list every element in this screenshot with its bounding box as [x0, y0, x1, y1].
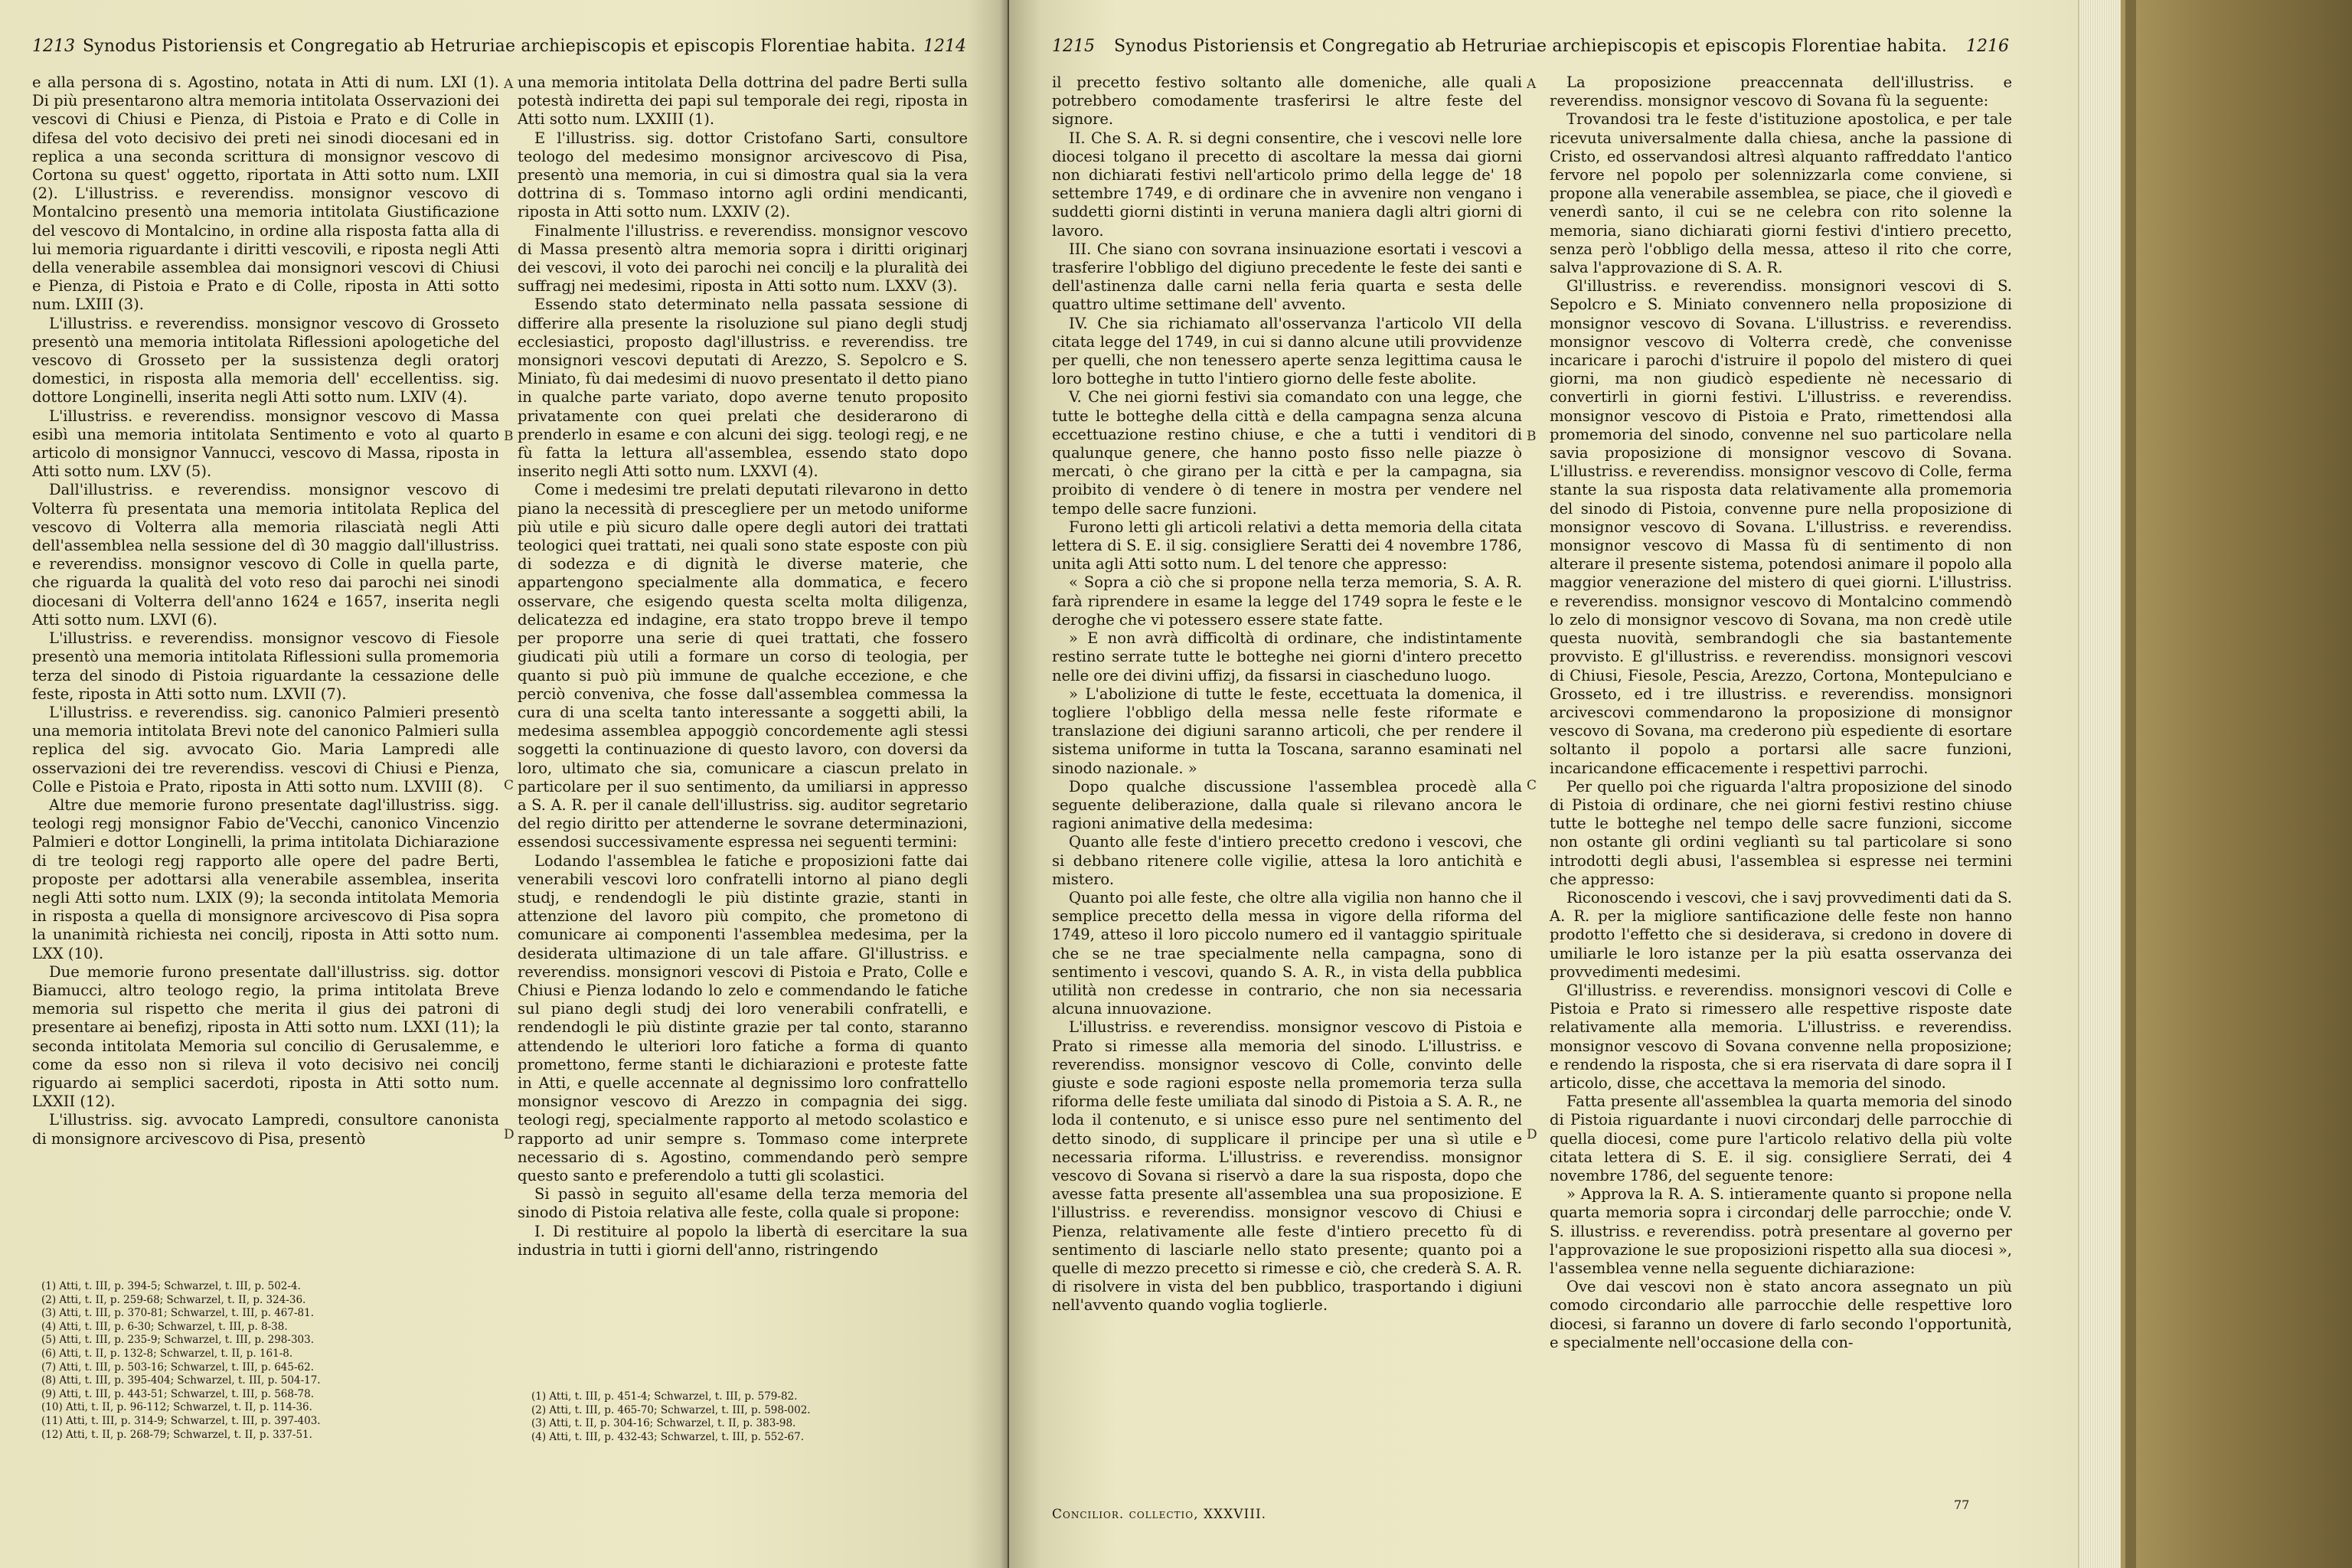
paragraph: Lodando l'assemblea le fatiche e proposizioni fatte dai venerabili vescovi loro confratelli intorno al piano degli studj, e rendendogli le più distinte grazie, stanti in attenzione del lavoro più compito, che prometono di comunicare ai componenti l'assemblea medesima, per la desiderata ultimazione di un tale affare. Gl'illustriss. e reverendiss. monsignori vescovi di Pistoia e Prato, Colle e Chiusi e Pienza lodando lo zelo e commendando le fatiche sul piano degli studj dei loro venerabili confratelli, e rendendogli le più distinte grazie per tal conto, staranno attendendo le ulteriori loro fatiche a forma di quanto promettono, ferme stanti le dichiarazioni e proteste fatte in Atti, e quelle accennate al degnissimo loro confrattello monsignor vescovo di Arezzo in compagnia dei sigg. teologi regj, specialmente rapporto al metodo scolastico e rapporto ad unir sempre s. Tommaso come interprete necessario di s. Agostino, commendando però sempre questo santo e preferendolo a tutti gli scolastici. [518, 851, 968, 1184]
footnote: (11) Atti, t. III, p. 314-9; Schwarzel, t. III, p. 397-403. [41, 1414, 321, 1427]
paragraph: Quanto alle feste d'intiero precetto credono i vescovi, che si debbano ritenere colle vigilie, attesa la loro antichità e mistero. [1052, 833, 1522, 888]
book-cover [2121, 0, 2352, 1568]
left-column-a [32, 74, 499, 1148]
paragraph: L'illustriss. e reverendiss. sig. canonico Palmieri presentò una memoria intitolata Brevi note del canonico Palmieri sulla replica del sig. avvocato Gio. Maria Lampredi alle osservazioni dei tre reverendiss. vescovi di Chiusi e Pienza, Colle e Pistoia e Prato, riposta in Atti sotto num. LXVIII (8). [32, 703, 499, 795]
paragraph: Riconoscendo i vescovi, che i savj provvedimenti dati da S. A. R. per la migliore santificazione delle feste non hanno prodotto l'effetto che si desiderava, si credono in dovere di umiliarle le loro istanze per la più esatta osservanza dei provvedimenti medesimi. [1550, 888, 2012, 981]
paragraph: Dall'illustriss. e reverendiss. monsignor vescovo di Volterra fù presentata una memoria intitolata Replica del vescovo di Volterra alla memoria rilasciatà negli Atti dell'assemblea nella sessione del dì 30 maggio dall'illustriss. e reverendiss. monsignor vescovo di Colle in quella parte, che riguarda la qualità del voto reso dai parochi nei sinodi diocesani di Volterra dell'anno 1624 e 1657, inserita negli Atti sotto num. LXVI (6). [32, 481, 499, 629]
paragraph: E l'illustriss. sig. dottor Cristofano Sarti, consultore teologo del medesimo monsignor arcivescovo di Pisa, presentò una memoria, in cui si dimostra qual sia la vera dottrina di s. Tommaso intorno agli ordini mendicanti, riposta in Atti sotto num. LXXIV (2). [518, 129, 968, 221]
left-footnotes-b [531, 1390, 960, 1444]
paragraph: Fatta presente all'assemblea la quarta memoria del sinodo di Pistoia riguardante i nuovi circondarj delle parrocchie di quella diocesi, come pure l'articolo relativo della più volte citata lettera di S. E. il sig. consigliere Serrati, dei 4 novembre 1786, del seguente tenore: [1550, 1093, 2012, 1184]
right-column-b [1550, 74, 2012, 1352]
sheet-number: 77 [1954, 1498, 1970, 1512]
footnote: (2) Atti, t. III, p. 465-70; Schwarzel, t. III, p. 598-002. [531, 1403, 811, 1416]
footnote: (2) Atti, t. II, p. 259-68; Schwarzel, t. II, p. 324-36. [41, 1293, 306, 1306]
left-footnotes-a [41, 1280, 470, 1442]
paragraph: L'illustriss. sig. avvocato Lampredi, consultore canonista di monsignore arcivescovo di Pisa, presentò [32, 1111, 499, 1148]
right-column-a [1052, 74, 1522, 1315]
paragraph: » Approva la R. A. S. intieramente quanto si propone nella quarta memoria sopra i circondarj delle parrocchie; onde V. S. illustriss. e reverendiss. potrà presentare al governo per l'approvazione le sue proposizioni rispetto alla sua diocesi », l'assemblea venne nella seguente dichiarazione: [1550, 1185, 2012, 1277]
left-running-header [32, 37, 966, 67]
paragraph: IV. Che sia richiamato all'osservanza l'articolo VII della citata legge del 1749, in cui si danno alcune utili provvidenze per quelli, che non tenessero aperte senza legittima causa le loro botteghe in tutto l'intiero giorno delle feste abolite. [1052, 314, 1522, 388]
paragraph: L'illustriss. e reverendiss. monsignor vescovo di Grosseto presentò una memoria intitolata Riflessioni apologetiche del vescovo di Grosseto per la sussistenza degli oratorj domestici, in risposta alla memoria dell' eccellentiss. sig. dottore Longinelli, inserita negli Atti sotto num. LXIV (4). [32, 314, 499, 407]
paragraph: Trovandosi tra le feste d'istituzione apostolica, e per tale ricevuta universalmente dalla chiesa, anche la passione di Cristo, ed osservandosi altresì alquanto raffreddato l'antico fervore nel popolo per solennizzarla come conviene, si propone alla venerabile assemblea, se piace, che il giovedì e venerdì santo, il cui se ne celebra con rito solenne la memoria, siano dichiarati giorni festivi d'intiero precetto, senza però l'obbligo della messa, atteso il rito che corre, salva l'approvazione di S. A. R. [1550, 110, 2012, 277]
footnote: (1) Atti, t. III, p. 451-4; Schwarzel, t. III, p. 579-82. [531, 1390, 798, 1403]
paragraph: L'illustriss. e reverendiss. monsignor vescovo di Fiesole presentò una memoria intitolata Riflessioni sulla promemoria terza del sinodo di Pistoia riguardante la cessazione delle feste, riposta in Atti sotto num. LXVII (7). [32, 629, 499, 703]
footnote: (12) Atti, t. II, p. 268-79; Schwarzel, t. II, p. 337-51. [41, 1428, 312, 1441]
paragraph: il precetto festivo soltanto alle domeniche, alle quali potrebbero comodamente trasferirsi le altre feste del signore. [1052, 74, 1522, 129]
page-edges [2078, 0, 2122, 1568]
left-column-b [518, 74, 968, 1259]
margin-marker-a: A [504, 77, 514, 92]
left-page-number-right: 1214 [923, 37, 966, 56]
footnote: (5) Atti, t. III, p. 235-9; Schwarzel, t. III, p. 298-303. [41, 1334, 315, 1347]
footnote: (3) Atti, t. II, p. 304-16; Schwarzel, t. II, p. 383-98. [531, 1417, 796, 1430]
paragraph: L'illustriss. e reverendiss. monsignor vescovo di Massa esibì una memoria intitolata Sentimento e voto al quarto articolo di monsignor Vannucci, vescovo di Massa, riposta in Atti sotto num. LXV (5). [32, 407, 499, 481]
right-page-number-left: 1215 [1052, 37, 1095, 56]
paragraph: Si passò in seguito all'esame della terza memoria del sinodo di Pistoia relativa alle feste, colla quale si propone: [518, 1185, 968, 1222]
paragraph: Finalmente l'illustriss. e reverendiss. monsignor vescovo di Massa presentò altra memoria sopra i diritti originarj dei vescovi, il voto dei parochi nei concilj e la pluralità dei suffragj nei medesimi, riposta in Atti sotto num. LXXV (3). [518, 221, 968, 296]
paragraph: Dopo qualche discussione l'assemblea procedè alla seguente deliberazione, dalla quale si rilevano ancora le ragioni animative della medesima: [1052, 777, 1522, 833]
margin-marker-a: A [1527, 77, 1537, 92]
margin-marker-d: D [504, 1127, 514, 1142]
paragraph: Altre due memorie furono presentate dagl'illustriss. sigg. teologi regj monsignor Fabio de'Vecchi, canonico Vincenzio Palmieri e dottor Longinelli, la prima intitolata Dichiarazione di tre teologi regj rapporto alle opere del padre Berti, proposte per adottarsi alla venerabile assemblea, inserita negli Atti sotto num. LXIX (9); la seconda intitolata Memoria in risposta a quella di monsignore arcivescovo di Pisa sopra la unanimità richiesta nei concilj, riposta in Atti sotto num. LXX (10). [32, 795, 499, 962]
paragraph: una memoria intitolata Della dottrina del padre Berti sulla potestà indiretta dei papi sul temporale dei regi, riposta in Atti sotto num. LXXIII (1). [518, 74, 968, 129]
paragraph: Quanto poi alle feste, che oltre alla vigilia non hanno che il semplice precetto della messa in vigore della riforma del 1749, atteso il loro piccolo numero ed il vantaggio spirituale che se ne trae specialmente nella campagna, sono di sentimento i vescovi, quando S. A. R., in vista della pubblica utilità non credesse in contrario, che non sia necessaria alcuna innuovazione. [1052, 888, 1522, 1018]
margin-marker-c: C [1527, 778, 1537, 793]
paragraph: Gl'illustriss. e reverendiss. monsignori vescovi di Colle e Pistoia e Prato si rimessero alle respettive risposte date relativamente alla memoria. L'illustriss. e reverendiss. monsignor vescovo di Sovana convenne nella proposizione; e rendendo la risposta, che si era riservata di dare sopra il I articolo, disse, che accettava la memoria del sinodo. [1550, 981, 2012, 1092]
paragraph: Per quello poi che riguarda l'altra proposizione del sinodo di Pistoia di ordinare, che nei giorni festivi restino chiuse tutte le botteghe nel tempo delle sacre funzioni, siccome non ostante gli ordini vegliantì su tal particolare si sono introdotti degli abusi, l'assemblea si espresse nei termini che appresso: [1550, 777, 2012, 888]
footnote: (10) Atti, t. II, p. 96-112; Schwarzel, t. II, p. 114-36. [41, 1401, 312, 1414]
left-page [0, 0, 1008, 1568]
paragraph: L'illustriss. e reverendiss. monsignor vescovo di Pistoia e Prato si rimesse alla memoria del sinodo. L'illustriss. e reverendiss. monsignor vescovo di Colle, convinto delle giuste e sode ragioni esposte nella promemoria terza sulla riforma delle feste umiliata dal sinodo di Pistoia a S. A. R., ne loda il contenuto, e si unisce esso pure nel sentimento del detto sinodo, di supplicare il principe per una sì utile e necessaria riforma. L'illustriss. e reverendiss. monsignor vescovo di Sovana si riservò a dare la sua risposta, dopo che avesse fatta presente all'assemblea una sua proposizione. E l'illustriss. e reverendiss. monsignor vescovo di Chiusi e Pienza, relativamente alle feste d'intiero precetto fù di sentimento di lasciarle nello stato presente; quanto poi a quelle di mezzo precetto si rimesse e ciò, che crederà S. A. R. di risolvere in vista del ben pubblico, trasportando i digiuni nell'avvento quando voglia toglierle. [1052, 1018, 1522, 1315]
paragraph: Essendo stato determinato nella passata sessione di differire alla presente la risoluzione sul piano degli studj ecclesiastici, proposto dagl'illustriss. e reverendiss. tre monsignori vescovi deputati di Arezzo, S. Sepolcro e S. Miniato, fù dai medesimi di nuovo presentato il detto piano in qualche parte variato, dopo averne tenuto proposito privatamente con quei prelati che desiderarono di prenderlo in esame e con alcuni dei sigg. teologi regj, e ne fù fatta la lettura all'assemblea, essendo stato dopo inserito negli Atti sotto num. LXXVI (4). [518, 296, 968, 481]
paragraph: » L'abolizione di tutte le feste, eccettuata la domenica, il togliere l'obbligo della messa nelle feste riformate e translazione dei digiuni saranno articoli, che per rendere il sistema uniforme in tutta la Toscana, saranno esaminati nel sinodo nazionale. » [1052, 684, 1522, 777]
paragraph: Come i medesimi tre prelati deputati rilevarono in detto piano la necessità di prescegliere per un metodo uniforme più utile e più sicuro dalle opere degli autori dei trattati teologici quei trattati, nei quali sono state esposte con più di sodezza e di dignità le diverse materie, che appartengono specialmente alla dommatica, e fecero osservare, che esigendo questa scelta molta diligenza, delicatezza ed indagine, era stato troppo breve il tempo per proporre una serie di quei trattati, che fossero giudicati più utili a formare un corso di teologia, per quanto si può più immune de qualche eccezione, e che perciò conveniva, che fosse dall'assemblea commessa la cura di una scelta tanto interessante a soggetti abili, la medesima assemblea appoggiò concordemente agli stessi soggetti la continuazione di questo lavoro, con doversi da loro, ultimato che sia, comunicare a ciascun prelato in particolare per il suo sentimento, da umiliarsi in appresso a S. A. R. per il canale dell'illustriss. sig. auditor segretario del regio diritto per attenderne le sovrane determinazioni, essendosi successivamente espressa nei seguenti termini: [518, 481, 968, 851]
left-header-title: Synodus Pistoriensis et Congregatio ab Hetruriae archiepiscopis et episcopis Florentiae habita. [82, 37, 916, 56]
paragraph: II. Che S. A. R. si degni consentire, che i vescovi nelle lore diocesi tolgano il precetto di ascoltare la messa dai giorni non dichiarati festivi nell'articolo primo della legge de' 18 settembre 1749, e di ordinare che in avvenire non vengano i suddetti giorni distinti in veruna maniera dagli altri giorni di lavoro. [1052, 129, 1522, 240]
footnote: (4) Atti, t. III, p. 6-30; Schwarzel, t. III, p. 8-38. [41, 1320, 288, 1333]
footnote: (9) Atti, t. III, p. 443-51; Schwarzel, t. III, p. 568-78. [41, 1387, 315, 1400]
cover-spine-edge [2125, 0, 2136, 1568]
margin-marker-b: B [504, 429, 514, 444]
footnote: (7) Atti, t. III, p. 503-16; Schwarzel, t. III, p. 645-62. [41, 1361, 315, 1374]
paragraph: e alla persona di s. Agostino, notata in Atti di num. LXI (1). Di più presentarono altra memoria intitolata Osservazioni dei vescovi di Chiusi e Pienza, di Pistoia e Prato e di Colle in difesa del voto decisivo dei preti nei sinodi diocesani ed in replica a una seconda scrittura di monsignor vescovo di Cortona su quest' oggetto, riportata in Atti sotto num. LXII (2). L'illustriss. e reverendiss. monsignor vescovo di Montalcino presentò una memoria intitolata Giustificazione del vescovo di Montalcino, in ordine alla risposta fatta alla di lui memoria riguardante i diritti vescovili, e riposta negli Atti della venerabile assemblea dai monsignori vescovi di Chiusi e Pienza, di Pistoia e Prato e di Colle, riposta in Atti sotto num. LXIII (3). [32, 74, 499, 314]
paragraph: » E non avrà difficoltà di ordinare, che indistintamente restino serrate tutte le botteghe nei giorni d'intero precetto nelle ore dei divini uffizj, da fissarsi in ciascheduno luogo. [1052, 629, 1522, 684]
paragraph: V. Che nei giorni festivi sia comandato con una legge, che tutte le botteghe della città e della campagna senza alcuna eccettuazione restino chiuse, e che a tutti i venditori di qualunque genere, che hanno posto fisso nelle piazze ò mercati, ò che girano per la città e per la campagna, sia proibito di vendere ò di tenere in mostra per vendere nel tempo delle sacre funzioni. [1052, 388, 1522, 518]
margin-marker-b: B [1527, 429, 1537, 444]
footnote: (8) Atti, t. III, p. 395-404; Schwarzel, t. III, p. 504-17. [41, 1374, 321, 1387]
footnote: (4) Atti, t. III, p. 432-43; Schwarzel, t. III, p. 552-67. [531, 1430, 805, 1443]
right-page [1009, 0, 2078, 1568]
footnote: (3) Atti, t. III, p. 370-81; Schwarzel, t. III, p. 467-81. [41, 1307, 315, 1320]
paragraph: Due memorie furono presentate dall'illustriss. sig. dottor Biamucci, altro teologo regio, la prima intitolata Breve memoria sul rispetto che merita il gius dei patroni di presentare ai benefizj, riposta in Atti sotto num. LXXI (11); la seconda intitolata Memoria sul concilio di Gerusalemme, e come da esso non si rileva il voto decisivo nei concilj riguardo ai semplici sacerdoti, riposta in Atti sotto num. LXXII (12). [32, 962, 499, 1111]
right-page-number-right: 1216 [1966, 37, 2009, 56]
paragraph: Gl'illustriss. e reverendiss. monsignori vescovi di S. Sepolcro e S. Miniato convennero nella proposizione di monsignor vescovo di Sovana. L'illustriss. e reverendiss. monsignor vescovo di Volterra credè, che convenisse incaricare i parochi d'istruire il popolo del mistero di quei giorni, ma non giudicò espediente nè necessario di convertirli in giorni festivi. L'illustriss. e reverendiss. monsignor vescovo di Pistoia e Prato, rimettendosi alla promemoria del sinodo, convenne nel suo particolare nella savia proposizione di monsignor vescovo di Sovana. L'illustriss. e reverendiss. monsignor vescovo di Colle, ferma stante la sua risposta data relativamente alla promemoria del sinodo di Pistoia, convenne pure nella proposizione di monsignor vescovo di Sovana. L'illustriss. e reverendiss. monsignor vescovo di Massa fù di sentimento di non alterare il presente sistema, potendosi animare il popolo alla maggior venerazione del mistero di quei giorni. L'illustriss. e reverendiss. monsignor vescovo di Montalcino commendò lo zelo di monsignor vescovo di Sovana, ma non credè utile questa nuovità, sembrandogli che sia bastantemente provvisto. E gl'illustriss. e reverendiss. monsignori vescovi di Chiusi, Fiesole, Pescia, Arezzo, Cortona, Montepulciano e Grosseto, ed i tre illustriss. e reverendiss. monsignori arcivescovi commendarono la proposizione di monsignor vescovo di Sovana, ma crederono più espediente di esortare soltanto il popolo a portarsi alle sacre funzioni, incaricandone efficacemente i respettivi parrochi. [1550, 277, 2012, 777]
left-page-number-left: 1213 [32, 37, 75, 56]
paragraph: I. Di restituire al popolo la libertà di esercitare la sua industria in tutti i giorni dell'anno, ristringendo [518, 1222, 968, 1259]
margin-marker-d: D [1527, 1127, 1537, 1142]
paragraph: III. Che siano con sovrana insinuazione esortati i vescovi a trasferire l'obbligo del digiuno precedente le feste dei santi e dell'astinenza dalle carni nella feria quarta e sesta delle quattro ultime settimane dell' avvento. [1052, 240, 1522, 314]
right-header-title: Synodus Pistoriensis et Congregatio ab Hetruriae archiepiscopis et episcopis Florentiae habita. [1113, 37, 1948, 56]
paragraph: « Sopra a ciò che si propone nella terza memoria, S. A. R. farà riprendere in esame la legge del 1749 sopra le feste e le deroghe che vi potessero essere state fatte. [1052, 573, 1522, 629]
signature-mark: Concilior. collectio, XXXVIII. [1052, 1507, 1267, 1522]
paragraph: Ove dai vescovi non è stato ancora assegnato un più comodo circondario alle parrocchie delle respettive loro diocesi, si faranno un dovere di farlo secondo l'opportunità, e specialmente nell'occasione della con- [1550, 1278, 2012, 1351]
paragraph: La proposizione preaccennata dell'illustriss. e reverendiss. monsignor vescovo di Sovana fù la seguente: [1550, 74, 2012, 110]
paragraph: Furono letti gli articoli relativi a detta memoria della citata lettera di S. E. il sig. consigliere Seratti dei 4 novembre 1786, unita agli Atti sotto num. L del tenore che appresso: [1052, 518, 1522, 573]
footnote: (1) Atti, t. III, p. 394-5; Schwarzel, t. III, p. 502-4. [41, 1280, 301, 1292]
right-running-header [1052, 37, 2009, 67]
footnote: (6) Atti, t. II, p. 132-8; Schwarzel, t. II, p. 161-8. [41, 1347, 293, 1360]
margin-marker-c: C [504, 778, 514, 793]
